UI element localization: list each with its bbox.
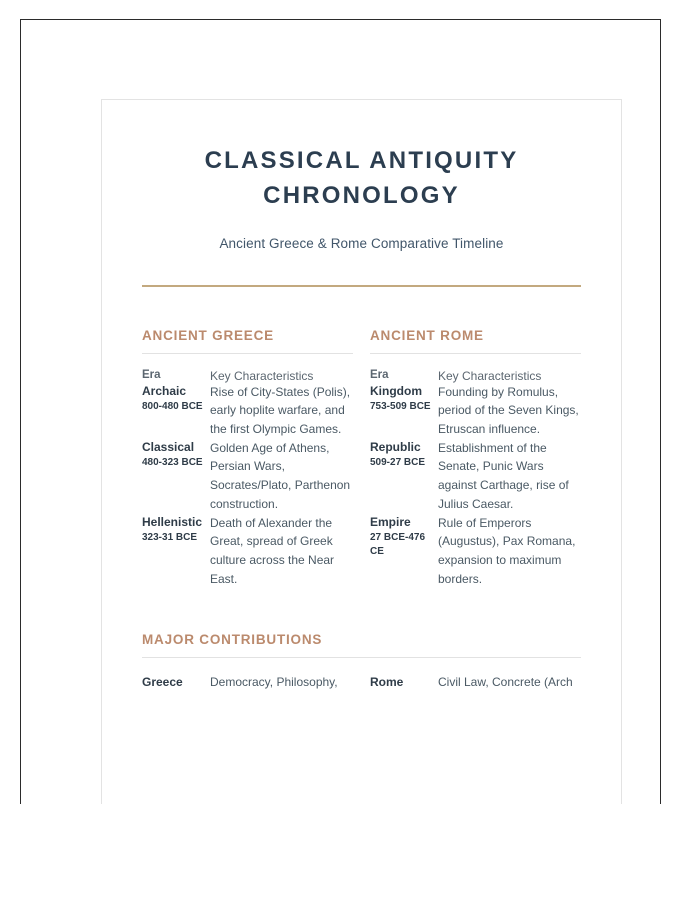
card-inner — [102, 100, 621, 705]
comparison-columns — [142, 328, 581, 589]
page-title-line-2: CHRONOLOGY — [263, 181, 460, 209]
era-cell — [370, 383, 438, 439]
contribution-label: Rome — [370, 674, 404, 689]
section-heading-major-contributions: MAJOR CONTRIBUTIONS — [142, 631, 323, 647]
list-item — [370, 673, 581, 692]
era-cell — [142, 383, 210, 439]
column-header-era: Era — [142, 368, 161, 381]
era-description: Death of Alexander the Great, spread of Greek culture across the Near East. — [210, 515, 335, 586]
era-description: Rise of City-States (Polis), early hoplite warfare, and the first Olympic Games. — [210, 384, 351, 437]
table-row — [142, 439, 353, 514]
page-title-line-1: CLASSICAL ANTIQUITY — [204, 147, 519, 174]
contributions-column-greece — [142, 673, 353, 706]
era-dates: 509-27 BCE — [370, 456, 426, 468]
era-dates: 27 BCE-476 CE — [370, 531, 426, 557]
table-row — [370, 383, 581, 439]
section-divider-contributions — [142, 657, 581, 658]
page-subtitle: Ancient Greece & Rome Comparative Timeline — [219, 235, 504, 251]
table-row — [142, 383, 353, 439]
section-heading-rome: ANCIENT ROME — [370, 327, 484, 343]
era-cell — [370, 514, 438, 589]
era-description: Rule of Emperors (Augustus), Pax Romana, expansion to maximum borders. — [438, 515, 576, 586]
era-dates: 800-480 BCE — [142, 400, 203, 412]
column-ancient-greece — [142, 328, 353, 589]
era-dates: 753-509 BCE — [370, 400, 431, 412]
era-name: Republic — [370, 439, 421, 454]
era-table-rome — [370, 369, 581, 589]
era-description: Golden Age of Athens, Persian Wars, Socrates/Plato, Parthenon construction. — [210, 440, 351, 511]
era-cell — [142, 514, 210, 589]
era-description: Establishment of the Senate, Punic Wars against Carthage, rise of Julius Caesar. — [438, 440, 569, 511]
table-row — [370, 439, 581, 514]
era-cell — [142, 439, 210, 514]
table-header-row — [142, 369, 353, 383]
title-divider — [142, 285, 581, 287]
era-name: Kingdom — [370, 383, 422, 398]
contributions-columns — [142, 673, 581, 706]
list-item — [142, 673, 353, 692]
column-header-key-characteristics: Key Characteristics — [210, 368, 314, 383]
table-row — [142, 514, 353, 589]
section-heading-greece: ANCIENT GREECE — [142, 327, 274, 343]
contribution-text: Civil Law, Concrete (Arch — [438, 674, 573, 689]
column-ancient-rome — [370, 328, 581, 589]
era-dates: 323-31 BCE — [142, 531, 198, 543]
table-row — [370, 514, 581, 589]
era-name: Classical — [142, 439, 195, 454]
content-card — [101, 99, 622, 804]
era-name: Empire — [370, 514, 411, 529]
page-frame — [20, 19, 661, 804]
contributions-column-rome — [370, 673, 581, 706]
column-header-key-characteristics: Key Characteristics — [438, 368, 542, 383]
page-title — [142, 144, 581, 214]
section-divider-rome — [370, 353, 581, 354]
contribution-label: Greece — [142, 674, 183, 689]
section-divider-greece — [142, 353, 353, 354]
era-dates: 480-323 BCE — [142, 456, 203, 468]
table-header-row — [370, 369, 581, 383]
era-name: Hellenistic — [142, 514, 203, 529]
era-table-greece — [142, 369, 353, 589]
era-description: Founding by Romulus, period of the Seven Kings, Etruscan influence. — [438, 384, 579, 437]
column-header-era: Era — [370, 368, 389, 381]
era-cell — [370, 439, 438, 514]
major-contributions-section — [142, 632, 581, 706]
era-name: Archaic — [142, 383, 187, 398]
contribution-text: Democracy, Philosophy, — [210, 674, 338, 689]
